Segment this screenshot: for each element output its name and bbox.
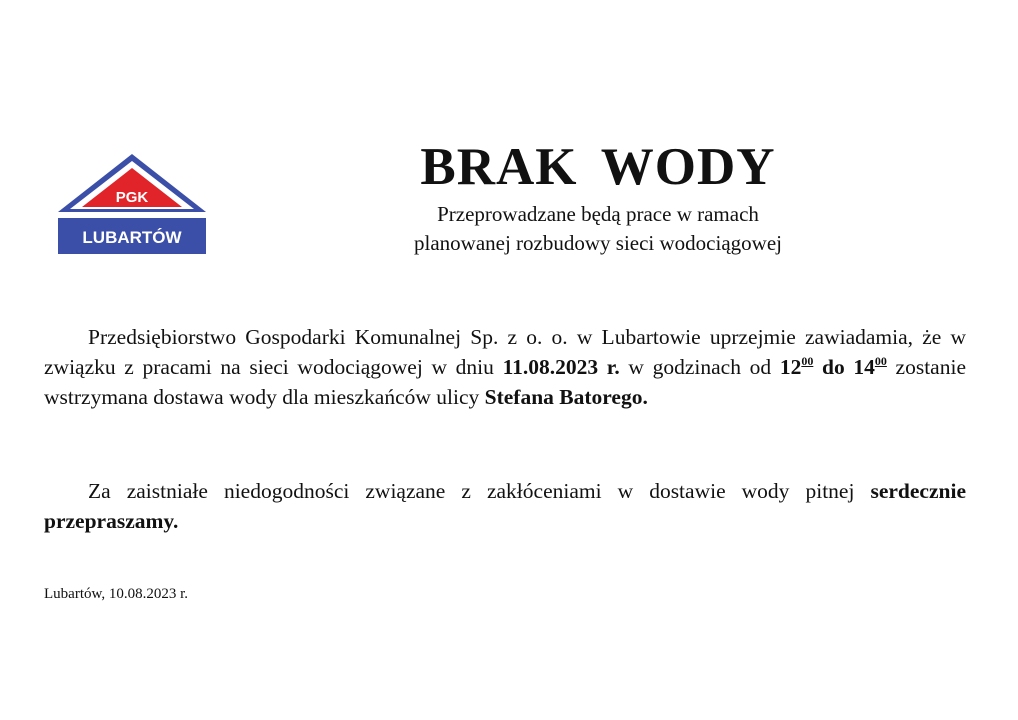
apology-paragraph [44,476,966,536]
subtitle-line-2: planowanej rozbudowy sieci wodociągowej [414,231,782,255]
apology-text: Za zaistniałe niedogodności związane z zakłóceniami w dostawie wody pitnej [88,479,871,503]
time-from-hour: 12 [779,355,802,379]
time-to-hour: 14 [853,355,875,379]
notice-text-c: zostanie wstrzymana dostawa wody dla mieszkańców ulicy [44,355,966,409]
place-and-date: Lubartów, 10.08.2023 r. [44,586,189,602]
page-title: BRAK WODY [420,138,776,196]
notice-text-a: Przedsiębiorstwo Gospodarki Komunalnej Sp. z o. o. w Lubartowie uprzejmie zawiadamia, że w związku z pracami na sieci wodociągowej w dniu [44,325,966,379]
street-name: Stefana Batorego. [484,385,648,409]
time-separator: do [813,355,854,379]
page-subtitle [300,200,896,258]
time-from-minutes: 00 [801,354,814,368]
time-to-minutes: 00 [874,354,887,368]
pgk-logo-graphic [56,152,208,256]
notice-text-b: w godzinach od [619,355,780,379]
logo-top-text: PGK [115,189,149,206]
time-from [780,355,887,379]
apology-emphasis: serdecznie przepraszamy. [44,479,966,533]
pgk-logo [56,152,208,256]
outage-date: 11.08.2023 r. [502,355,620,379]
subtitle-line-1: Przeprowadzane będą prace w ramach [437,202,759,226]
notice-paragraph [44,322,966,412]
logo-bottom-text: LUBARTÓW [82,228,182,247]
